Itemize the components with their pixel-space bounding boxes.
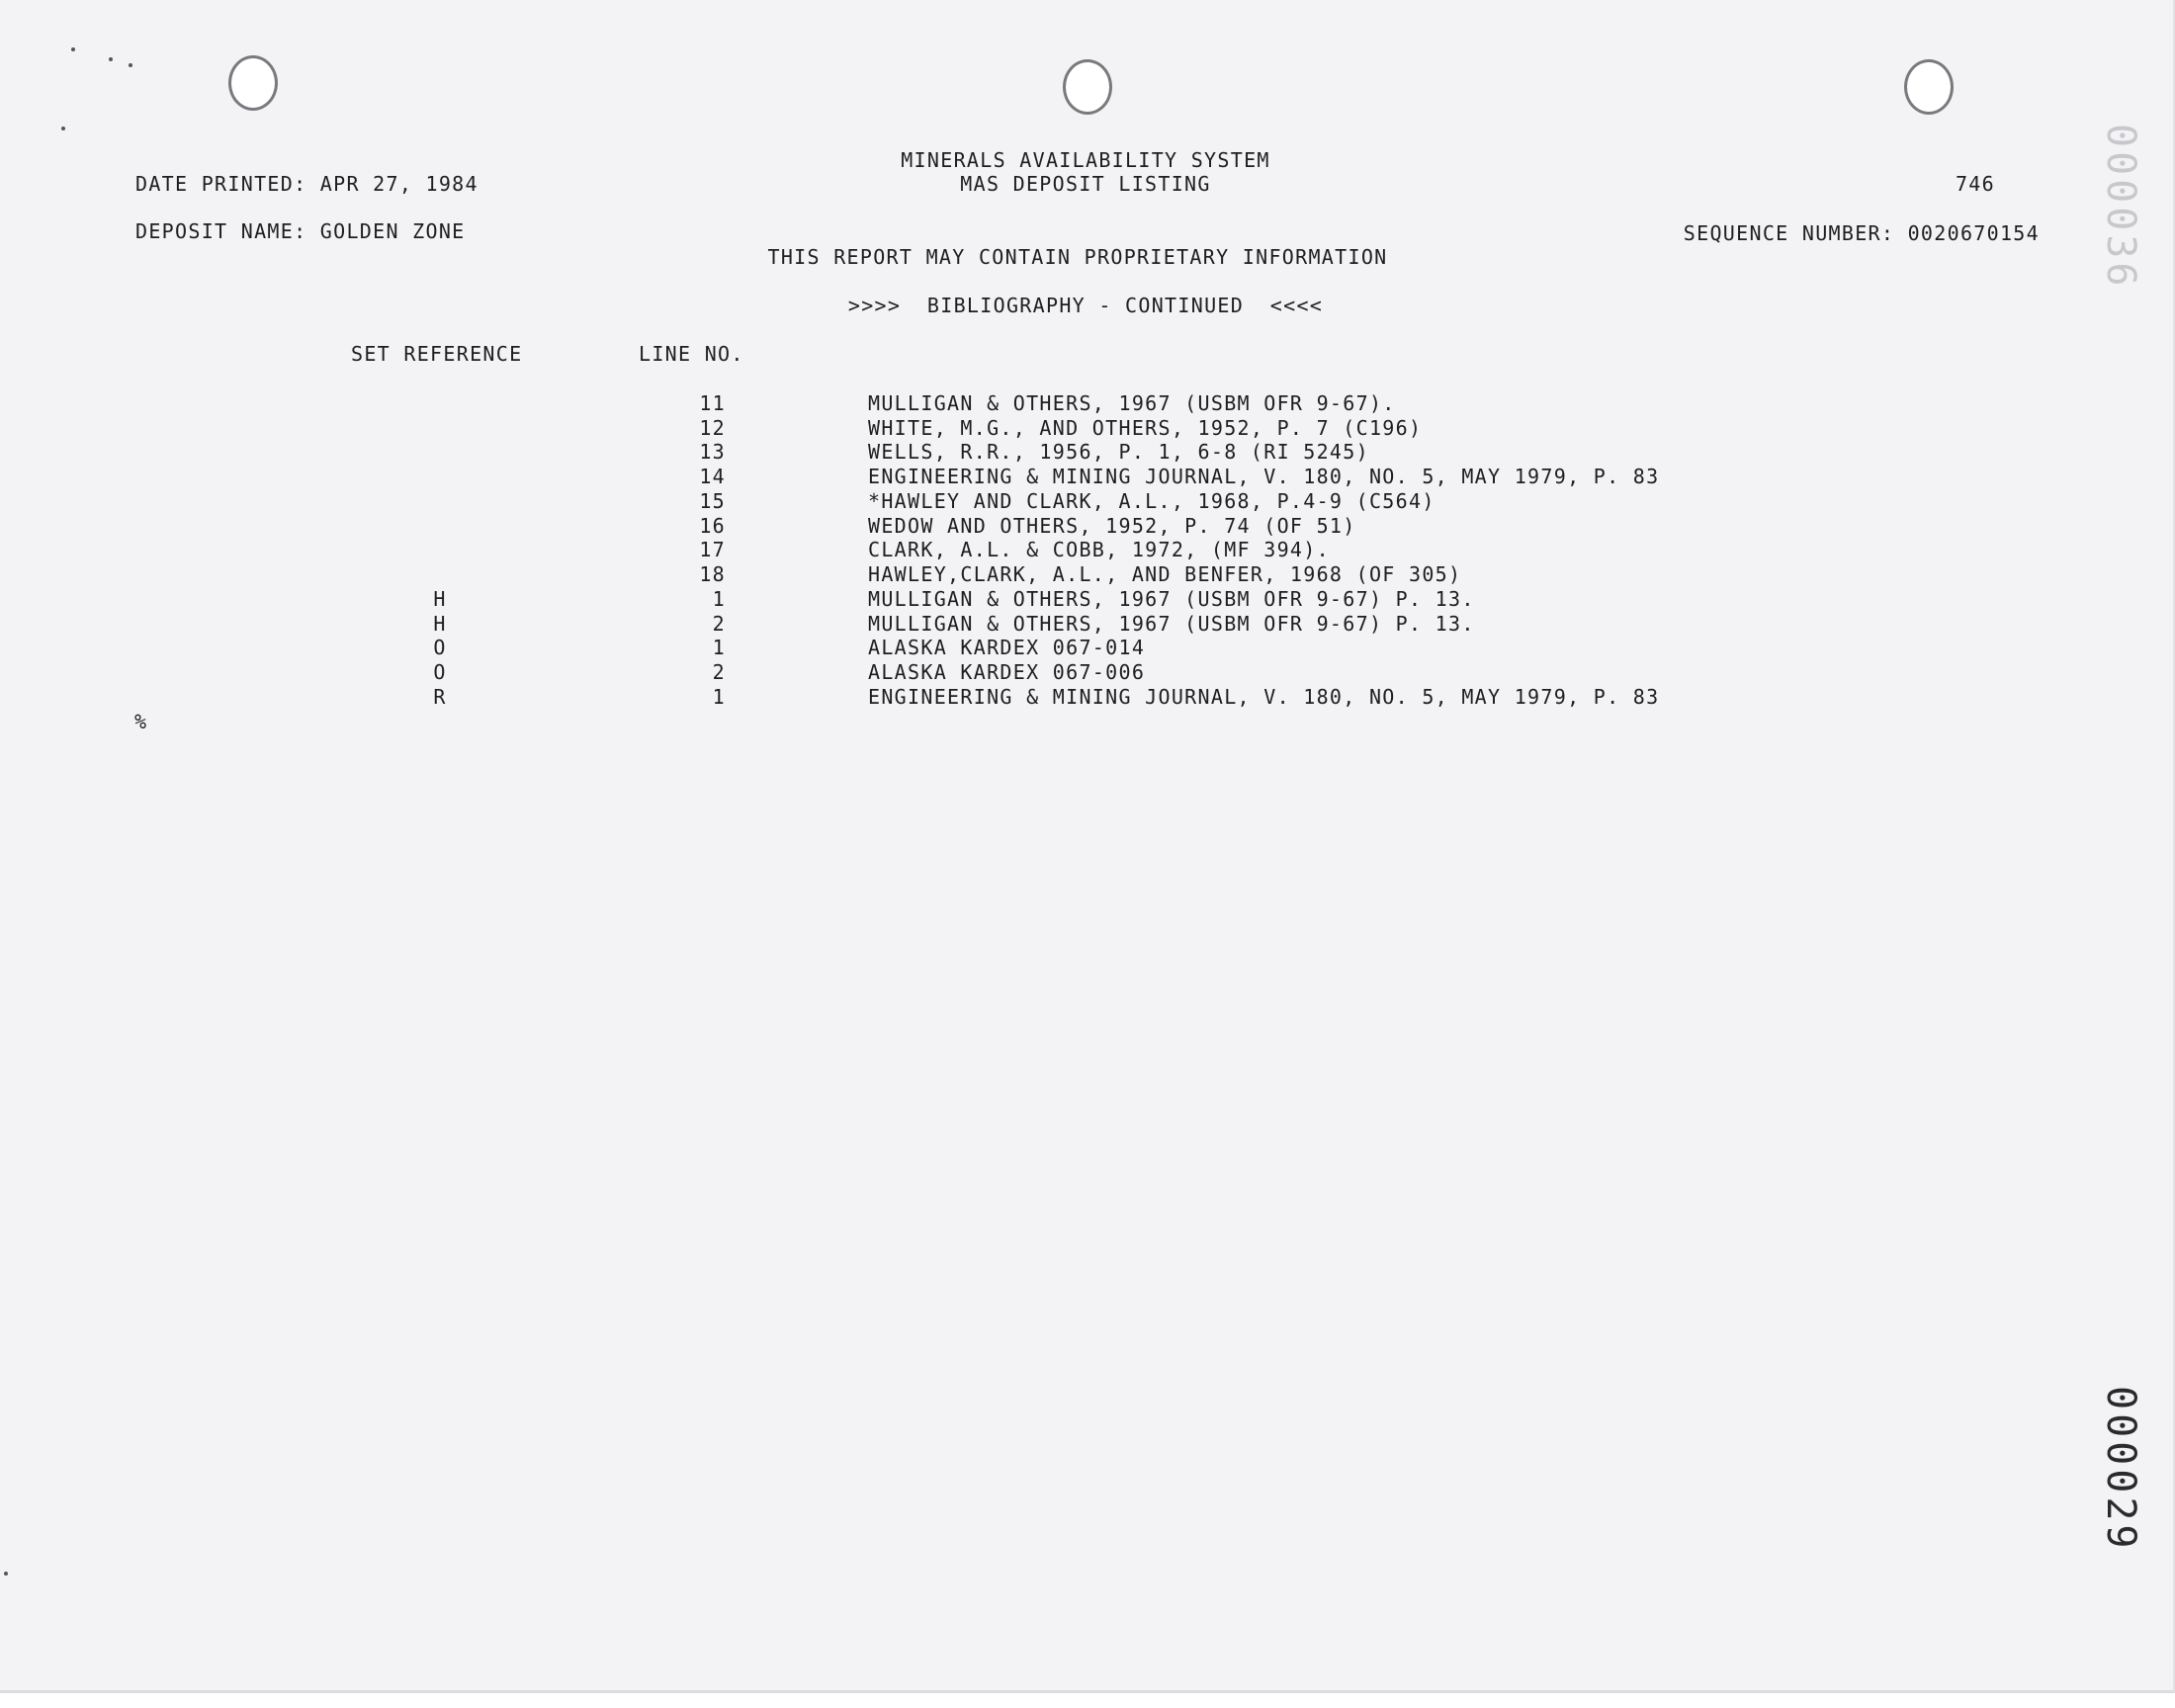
set-reference-cell: H [433,587,447,611]
set-reference-cell: O [433,636,447,659]
end-of-report-marker: % [134,710,148,733]
table-row [0,416,2175,440]
reference-cell: WELLS, R.R., 1956, P. 1, 6-8 (RI 5245) [868,440,1369,464]
reference-cell: ALASKA KARDEX 067-014 [868,636,1146,659]
reference-cell: MULLIGAN & OTHERS, 1967 (USBM OFR 9-67). [868,391,1396,415]
column-header-set-reference: SET REFERENCE [351,342,523,366]
reference-cell: ALASKA KARDEX 067-006 [868,660,1146,684]
table-row [0,391,2175,415]
line-number-cell: 1 [712,587,726,611]
date-printed: DATE PRINTED: APR 27, 1984 [135,172,478,196]
set-reference-cell: H [433,612,447,636]
page-stamp: 000029 [2098,1386,2143,1553]
table-row [0,612,2175,636]
column-header-line-no: LINE NO. [639,342,744,366]
reference-cell: MULLIGAN & OTHERS, 1967 (USBM OFR 9-67) P. 13. [868,612,1475,636]
punch-hole-right [1904,59,1954,115]
line-number-cell: 15 [699,489,726,513]
system-title: MINERALS AVAILABILITY SYSTEM [901,148,1270,172]
table-row [0,587,2175,611]
line-number-cell: 14 [699,465,726,488]
table-row [0,489,2175,513]
scan-speck [109,57,113,61]
reference-cell: CLARK, A.L. & COBB, 1972, (MF 394). [868,538,1330,561]
line-number-cell: 12 [699,416,726,440]
sequence-number: SEQUENCE NUMBER: 0020670154 [1683,221,2040,245]
scan-speck [129,63,132,67]
scan-speck [71,47,75,51]
line-number-cell: 17 [699,538,726,561]
line-number-cell: 1 [712,685,726,709]
reference-cell: WHITE, M.G., AND OTHERS, 1952, P. 7 (C196) [868,416,1423,440]
line-number-cell: 11 [699,391,726,415]
table-row [0,636,2175,659]
line-number-cell: 2 [712,612,726,636]
proprietary-notice: THIS REPORT MAY CONTAIN PROPRIETARY INFORMATION [767,245,1388,269]
table-row [0,538,2175,561]
reference-cell: HAWLEY,CLARK, A.L., AND BENFER, 1968 (OF 305) [868,562,1462,586]
deposit-name: DEPOSIT NAME: GOLDEN ZONE [135,219,466,243]
section-heading: >>>> BIBLIOGRAPHY - CONTINUED <<<< [847,294,1324,317]
reference-cell: ENGINEERING & MINING JOURNAL, V. 180, NO. 5, MAY 1979, P. 83 [868,685,1660,709]
faint-page-stamp: 000036 [2098,124,2143,291]
line-number-cell: 18 [699,562,726,586]
table-row [0,465,2175,488]
line-number-cell: 13 [699,440,726,464]
set-reference-cell: O [433,660,447,684]
reference-cell: *HAWLEY AND CLARK, A.L., 1968, P.4-9 (C564) [868,489,1436,513]
table-row [0,660,2175,684]
table-row [0,562,2175,586]
table-row [0,514,2175,538]
table-row [0,440,2175,464]
line-number-cell: 1 [712,636,726,659]
reference-cell: ENGINEERING & MINING JOURNAL, V. 180, NO. 5, MAY 1979, P. 83 [868,465,1660,488]
line-number-cell: 16 [699,514,726,538]
punch-hole-left [228,55,278,111]
page-number: 746 [1955,172,1995,196]
reference-cell: MULLIGAN & OTHERS, 1967 (USBM OFR 9-67) P. 13. [868,587,1475,611]
scan-speck [4,1572,8,1576]
table-row [0,685,2175,709]
reference-cell: WEDOW AND OTHERS, 1952, P. 74 (OF 51) [868,514,1356,538]
listing-title: MAS DEPOSIT LISTING [960,172,1211,196]
line-number-cell: 2 [712,660,726,684]
set-reference-cell: R [433,685,447,709]
punch-hole-center [1063,59,1112,115]
scan-speck [61,127,65,130]
